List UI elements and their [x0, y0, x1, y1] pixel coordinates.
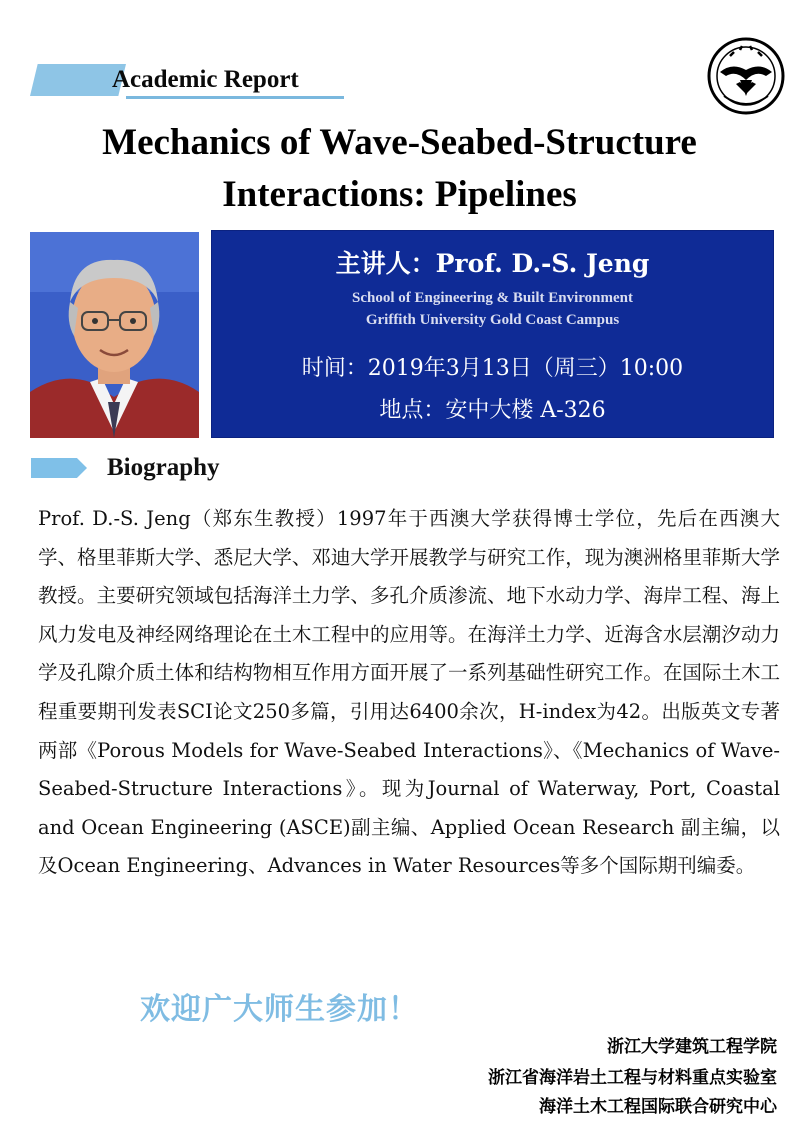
organizer-2: 浙江省海洋岩土工程与材料重点实验室: [488, 1068, 777, 1088]
report-tag: [30, 62, 330, 98]
title-line-2: Interactions: Pipelines: [222, 174, 577, 215]
organizer-1: 浙江大学建筑工程学院: [607, 1037, 777, 1057]
speaker-info-box: [211, 230, 774, 438]
organizer-3: 海洋土木工程国际联合研究中心: [539, 1097, 777, 1117]
title-line-1: Mechanics of Wave-Seabed-Structure: [102, 122, 697, 163]
zhejiang-university-seal-icon: [706, 36, 786, 116]
speaker-photo: [30, 232, 199, 438]
speaker-affiliation-line-2: Griffith University Gold Coast Campus: [365, 312, 620, 328]
welcome-message: 欢迎广大师生参加！: [140, 992, 419, 1027]
biography-text: [38, 500, 780, 886]
speaker-affiliation-line-1: School of Engineering & Built Environment: [351, 290, 633, 306]
report-tag-label: Academic Report: [112, 66, 299, 93]
event-location: 地点：安中大楼 A-326: [379, 398, 606, 423]
speaker-name: 主讲人：Prof. D.-S. Jeng: [335, 249, 650, 278]
biography-paragraph: Prof. D.-S. Jeng（郑东生教授）1997年于西澳大学获得博士学位，先后在西澳大学、格里菲斯大学、悉尼大学、邓迪大学开展教学与研究工作，现为澳洲格里菲斯大学教授。主要研究领域包括海洋土力学、多孔介质渗流、地下水动力学、海岸工程、海上风力发电及神经网络理论在土木工程中的应用等。在海洋土力学、近海含水层潮汐动力学及孔隙介质土体和结构物相互作用方面开展了一系列基础性研究工作。在国际土木工程重要期刊发表SCI论文250多篇，引用达6400余次，H-index为42。出版英文专著两部《Porous Models for Wave-Seabed Interactions》、《Mechanics of Wave-Seabed-Structure Interactions》。现为Journal of Waterway, Port, Coastal and Ocean Engineering (ASCE)副主编、Applied Ocean Research 副主编，以及Ocean Engineering、Advances in Water Resources等多个国际期刊编委。: [38, 507, 780, 878]
arrow-icon: [31, 458, 87, 478]
tag-underline: [126, 96, 344, 99]
biography-heading-label: Biography: [107, 454, 220, 481]
page-title: [20, 117, 779, 221]
event-time: 时间：2019年3月13日（周三）10:00: [301, 356, 684, 381]
